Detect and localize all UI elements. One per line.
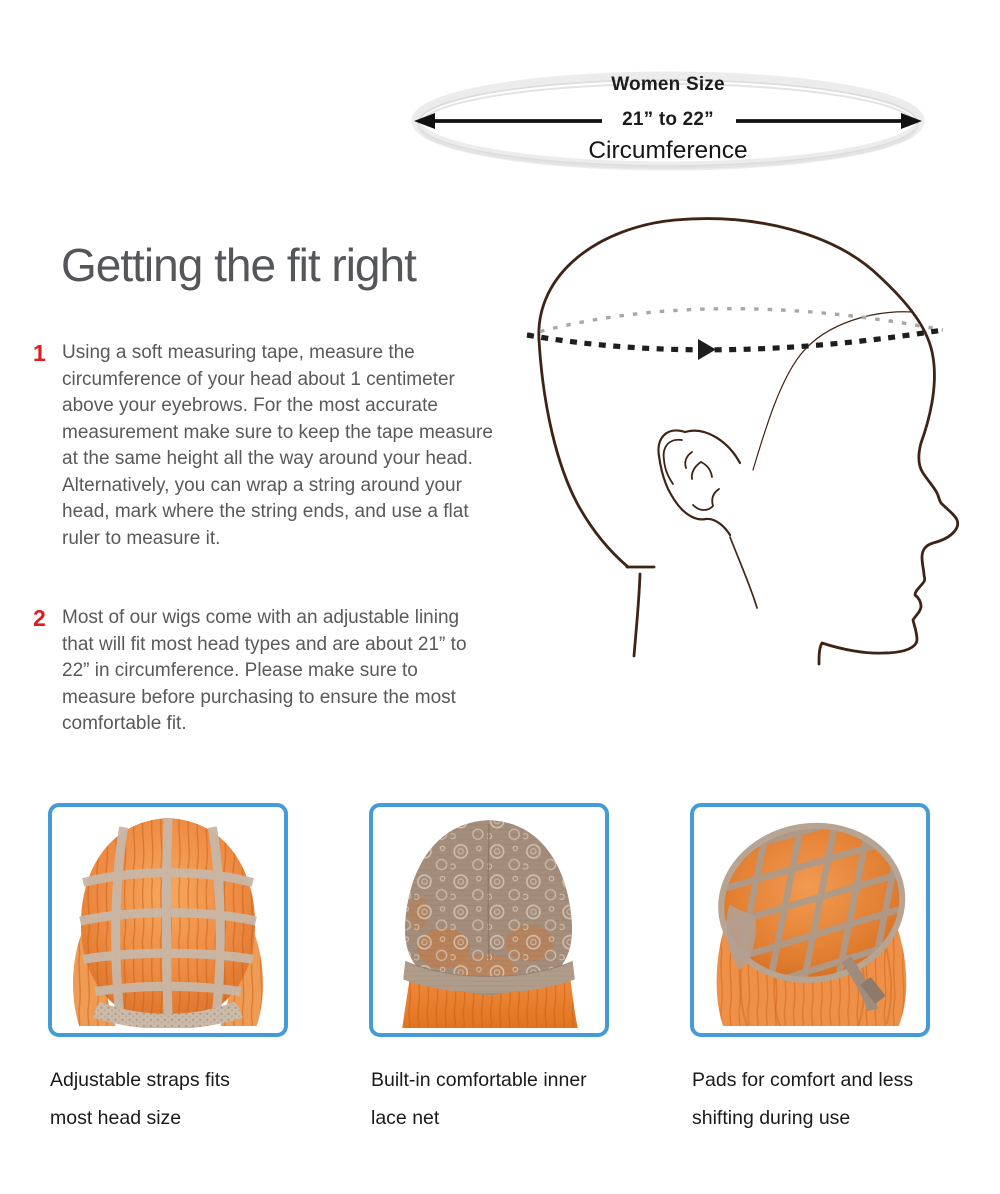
- back-of-head-line: [539, 340, 628, 567]
- size-range: 21” to 22”: [622, 109, 714, 130]
- step-2: [33, 605, 511, 738]
- back-neck-line: [634, 574, 640, 656]
- step-2-number: 2: [33, 605, 46, 631]
- feature-card-straps: [48, 803, 288, 1137]
- feature-card-lace: [369, 803, 609, 1137]
- wig-cap-inner-lace-photo: [369, 803, 609, 1037]
- step-1: [33, 340, 511, 552]
- feature-card-pads: [690, 803, 930, 1137]
- size-title: Women Size: [611, 74, 725, 95]
- wig-cap-side-pads-image: [699, 812, 921, 1028]
- wig-cap-side-pads-photo: [690, 803, 930, 1037]
- size-tape-diagram: [406, 60, 930, 195]
- feature-caption-lace: Built-in comfortable inner lace net: [371, 1069, 587, 1129]
- feature-caption-straps: Adjustable straps fits most head size: [50, 1069, 230, 1129]
- feature-caption-pads: Pads for comfort and less shifting during use: [692, 1069, 914, 1129]
- head-profile-illustration: [515, 215, 990, 670]
- measuring-arrow-icon: [698, 339, 716, 360]
- wig-cap-inner-lace-image: [378, 812, 600, 1028]
- ear-outline: [658, 431, 740, 535]
- skull-face-outline: [539, 219, 958, 664]
- page-title: Getting the fit right: [61, 239, 416, 291]
- wig-cap-back-straps-photo: [48, 803, 288, 1037]
- step-1-text: Using a soft measuring tape, measure the circumference of your head about 1 centimeter above your eyebrows. For the most accurate measurement make sure to keep the tape measure at the same height all the way around your head. Alternatively, you can wrap a string around your head, mark where the string ends, and use a flat ruler to measure it.: [62, 342, 493, 549]
- features-row: [48, 803, 930, 1137]
- cheek-line: [730, 537, 757, 608]
- measuring-line-front-dashes: [527, 330, 943, 350]
- measuring-line-back-dashes: [527, 309, 943, 335]
- step-1-number: 1: [33, 340, 46, 366]
- wig-cap-back-straps-image: [57, 812, 279, 1028]
- step-2-text: Most of our wigs come with an adjustable lining that will fit most head types and are about 21” to 22” in circumference. Please make sure to measure before purchasing to ensure the most comfortable fit.: [62, 607, 467, 734]
- circumference-label: Circumference: [588, 137, 748, 164]
